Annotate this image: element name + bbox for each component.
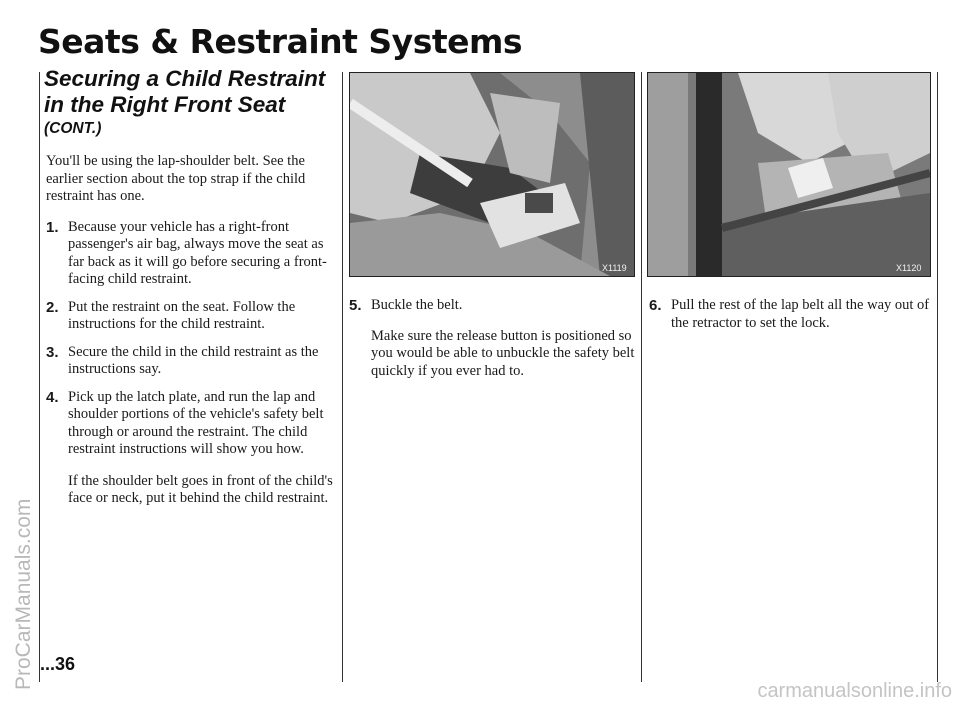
retractor-photo xyxy=(647,72,931,277)
right-column xyxy=(649,297,934,332)
left-column xyxy=(46,153,338,508)
image-code: X1120 xyxy=(896,263,922,273)
step-text: Buckle the belt. xyxy=(371,297,463,313)
column-divider-left xyxy=(39,72,40,682)
page-number: ...36 xyxy=(40,654,76,674)
buckle-photo xyxy=(349,72,635,277)
step-4 xyxy=(46,389,338,459)
step-text: Pick up the latch plate, and run the lap and shoulder portions of the vehicle's safety belt through or around the restraint. The child restraint instructions will show you how. xyxy=(68,388,324,457)
middle-column xyxy=(349,297,639,380)
step-6 xyxy=(649,297,934,332)
retractor-illustration xyxy=(648,73,930,276)
footer-watermark: carmanualsonline.info xyxy=(757,680,952,702)
section-title: Securing a Child Restraint in the Right Front Seat xyxy=(44,66,326,117)
step-2 xyxy=(46,299,338,334)
step-number: 2. xyxy=(46,298,59,316)
step-text: Pull the rest of the lap belt all the way out of the retractor to set the lock. xyxy=(671,297,930,331)
column-divider-2 xyxy=(641,72,642,682)
step-5 xyxy=(349,297,639,315)
step-text: Because your vehicle has a right-front passenger's air bag, always move the seat as far back as it will go before securing a front-facing child restraint. xyxy=(68,218,327,287)
step-3 xyxy=(46,344,338,379)
page-title: Seats & Restraint Systems xyxy=(38,22,523,61)
buckle-illustration xyxy=(350,73,634,276)
side-watermark: ProCarManuals.com xyxy=(12,498,35,690)
image-code: X1119 xyxy=(602,263,627,273)
step-text: Put the restraint on the seat. Follow the instructions for the child restraint. xyxy=(68,298,296,332)
continued-label: (CONT.) xyxy=(44,120,102,137)
step-1 xyxy=(46,219,338,289)
step-number: 4. xyxy=(46,388,59,406)
step-text: Secure the child in the child restraint as the instructions say. xyxy=(68,343,319,377)
step-number: 3. xyxy=(46,343,59,361)
step-number: 5. xyxy=(349,297,362,314)
step-number: 6. xyxy=(649,297,662,314)
step-5-note: Make sure the release button is positioned so you would be able to unbuckle the safety belt quickly if you ever had to. xyxy=(371,327,635,379)
column-divider-1 xyxy=(342,72,343,682)
step-4-note: If the shoulder belt goes in front of the child's face or neck, put it behind the child restraint. xyxy=(68,472,333,506)
intro-paragraph: You'll be using the lap-shoulder belt. See the earlier section about the top strap if the child restraint has one. xyxy=(46,153,306,204)
step-number: 1. xyxy=(46,218,59,236)
column-divider-right xyxy=(937,72,938,682)
